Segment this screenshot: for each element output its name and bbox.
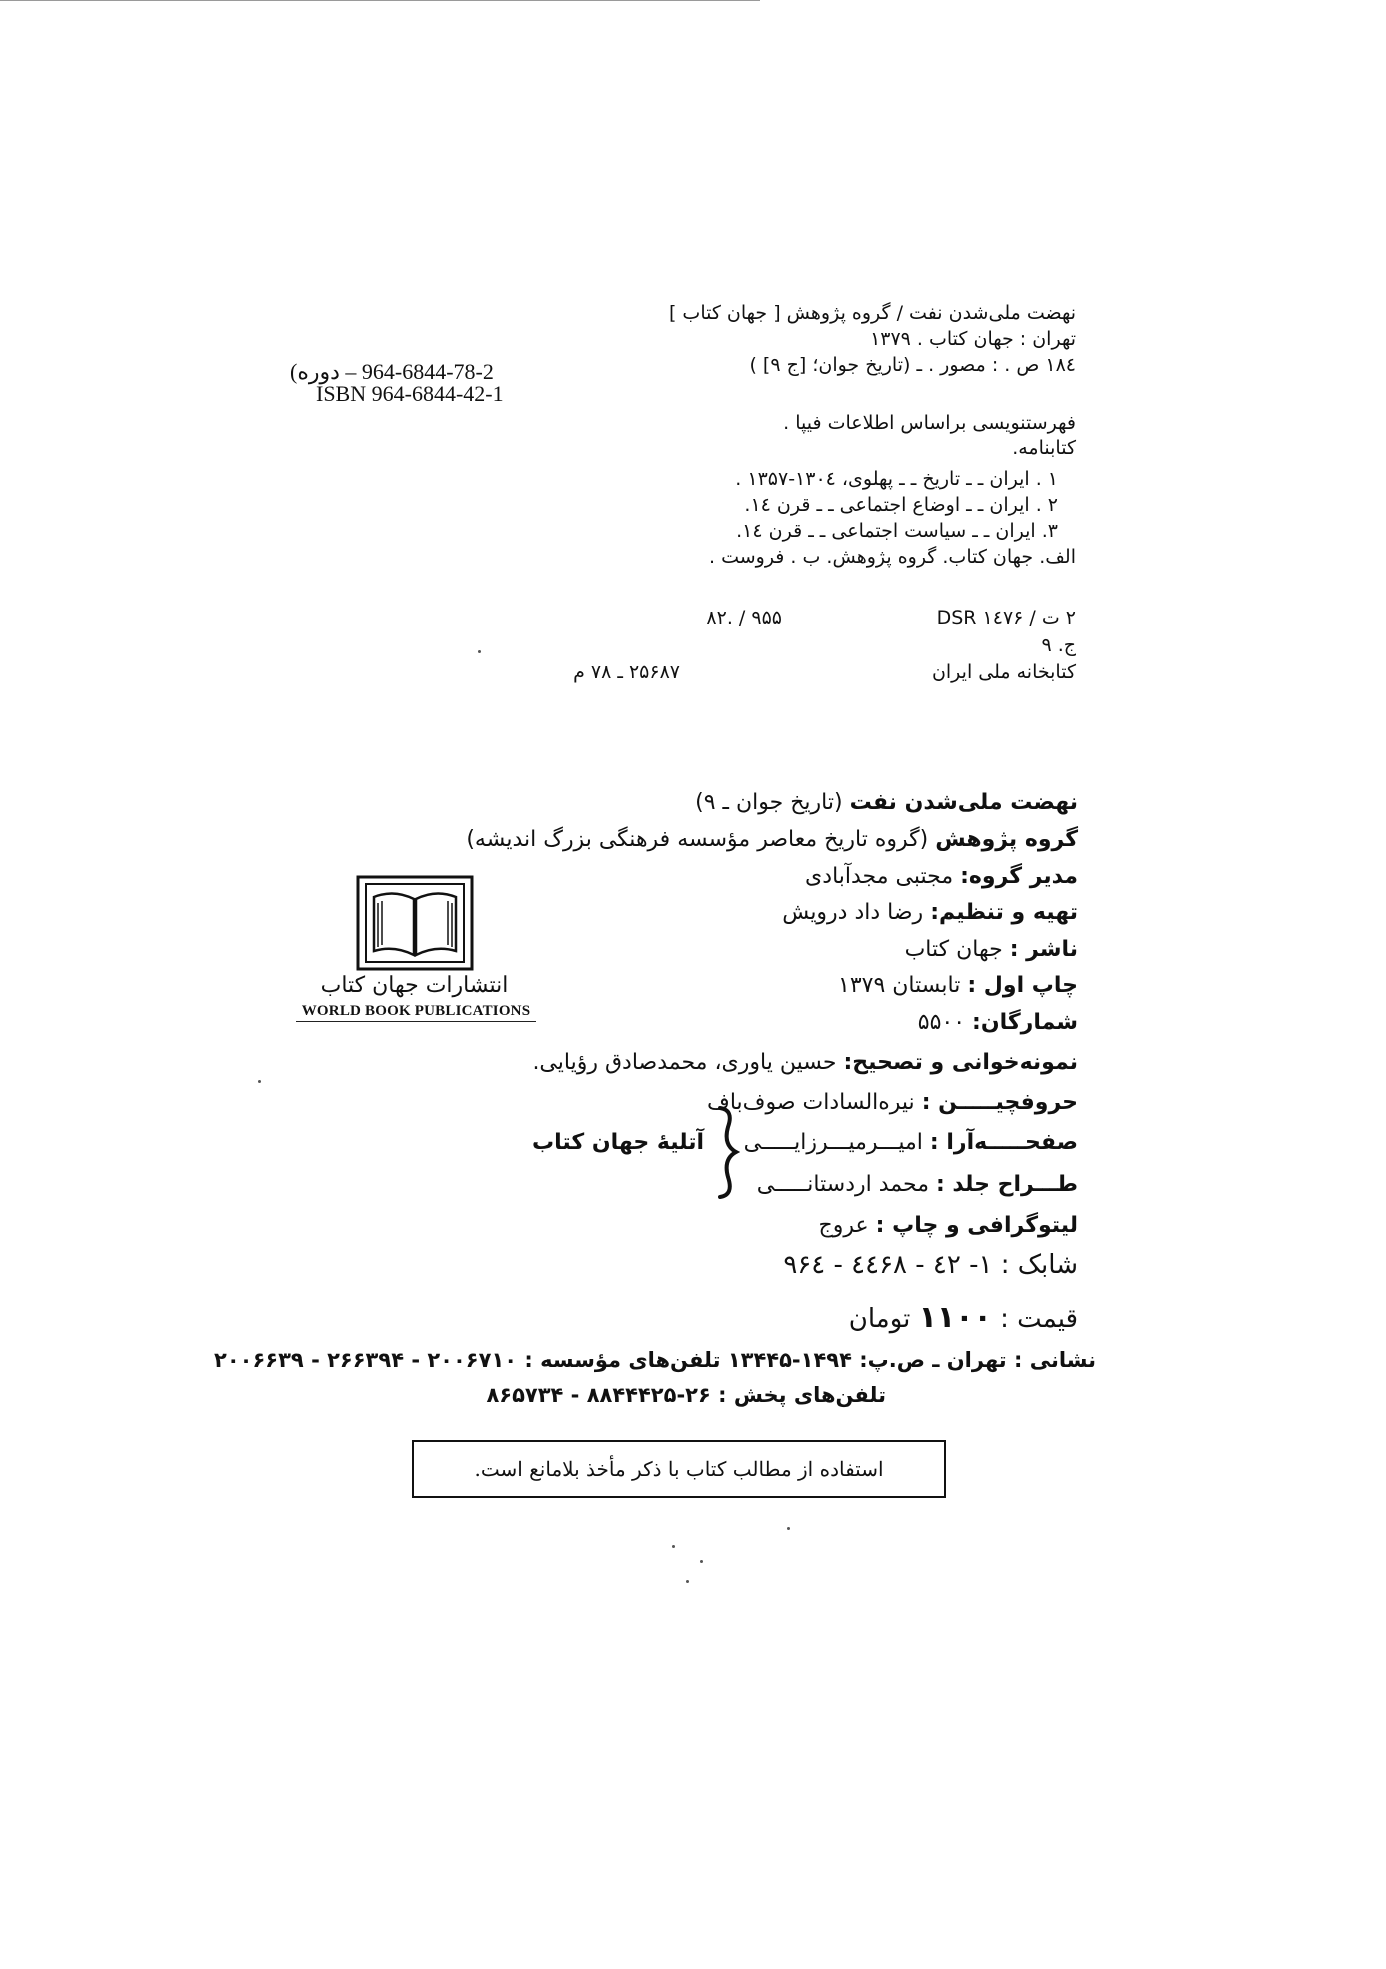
- editor-value: رضا داد درویش: [782, 900, 931, 925]
- logo-english-name: WORLD BOOK PUBLICATIONS: [296, 1003, 536, 1022]
- lithography-value: عروج: [818, 1213, 876, 1238]
- scan-speck: [700, 1560, 703, 1563]
- circulation-label: شمارگان:: [972, 1010, 1078, 1035]
- scan-top-edge: [0, 0, 760, 1]
- typesetter-label: حروفچیـــــن :: [921, 1090, 1078, 1115]
- cip-biblio: کتابنامه.: [1012, 437, 1076, 459]
- research-group-line: [466, 827, 1078, 852]
- price-value: ۱۱۰۰: [918, 1300, 992, 1335]
- classification-dewey: ۹۵۵ / .۸۲: [706, 607, 782, 629]
- proofreading-label: نمونه‌خوانی و تصحیح:: [843, 1050, 1078, 1075]
- cover-designer-value: محمد اردستانـــــی: [756, 1172, 936, 1197]
- editor-line: [782, 900, 1078, 925]
- scan-speck: [672, 1545, 675, 1548]
- layout-value: امیـــرمیـــرزایـــــی: [743, 1130, 930, 1155]
- subject-item: الف. جهان کتاب. گروه پژوهش. ب . فروست .: [708, 546, 1076, 568]
- volume-number: ج. ۹: [1041, 634, 1076, 656]
- publisher-label: ناشر :: [1009, 937, 1078, 962]
- logo-persian-name: انتشارات جهان کتاب: [320, 973, 509, 998]
- publisher-line: [905, 937, 1078, 962]
- national-library: کتابخانه ملی ایران: [931, 661, 1076, 683]
- edition-label: چاپ اول :: [967, 973, 1078, 998]
- layout-label: صفحـــــه‌آرا :: [929, 1130, 1078, 1155]
- library-number: ۲۵۶۸۷ ـ ۷۸ م: [573, 661, 680, 683]
- subject-item: ۳. ایران ـ ـ سیاست اجتماعی ـ ـ قرن ۱٤.: [736, 520, 1058, 542]
- research-group-label: گروه پژوهش: [935, 827, 1078, 852]
- cover-designer-line: [757, 1172, 1078, 1197]
- cover-designer-label: طـــراح جلد :: [935, 1172, 1078, 1197]
- scan-speck: [258, 1080, 261, 1083]
- studio-label: آتلیهٔ جهان کتاب: [532, 1130, 704, 1155]
- proofreading-line: [532, 1050, 1078, 1075]
- lithography-line: [819, 1213, 1078, 1238]
- circulation-value: ۵۵۰۰: [917, 1010, 973, 1035]
- address-line: نشانی : تهران ـ ص.پ: ۱۴۹۴-۱۳۴۴۵ تلفن‌های مؤسسه : ۲۰۰۶۷۱۰ - ۲۶۶۳۹۴ - ۲۰۰۶۶۳۹: [214, 1348, 1096, 1372]
- manager-label: مدیر گروه:: [960, 864, 1078, 889]
- copyright-notice-box: [412, 1440, 946, 1498]
- layout-line: [744, 1130, 1078, 1155]
- book-series: (تاریخ جوان ـ ۹): [695, 790, 850, 815]
- circulation-line: [918, 1010, 1078, 1035]
- cip-line-title: نهضت ملی‌شدن نفت / گروه پژوهش [ جهان کتاب ]: [668, 302, 1076, 324]
- publisher-logo: [292, 875, 537, 1025]
- manager-line: [805, 864, 1078, 889]
- copyright-notice: استفاده از مطالب کتاب با ذکر مأخذ بلامانع است.: [474, 1457, 884, 1481]
- cip-block: [669, 300, 1076, 378]
- typesetter-value: نیره‌السادات صوف‌باف: [707, 1090, 922, 1115]
- subject-item: ۱ . ایران ـ ـ تاریخ ـ ـ پهلوی، ۱۳۰٤-۱۳۵۷ .: [735, 468, 1058, 490]
- price-unit: تومان: [848, 1304, 919, 1334]
- proofreading-value: حسین یاوری، محمدصادق رؤیایی.: [532, 1050, 844, 1075]
- typesetter-line: [707, 1090, 1078, 1115]
- isbn-volume: ISBN 964-6844-42-1: [316, 381, 504, 406]
- cip-note: فهرستنویسی براساس اطلاعات فیپا .: [783, 412, 1076, 434]
- isbn-set: (دوره ‎– 964-6844-78-2: [290, 359, 494, 384]
- cip-line-physical: ۱۸٤ ص . : مصور . ـ (تاریخ جوان؛ [ج ۹] ): [749, 354, 1076, 376]
- isbn-line: شابک : ۱- ٤۲ - ٤٤۶۸ - ۹۶٤: [783, 1250, 1078, 1280]
- scan-speck: [787, 1527, 790, 1530]
- classification-lc: ۲ ت / ۱٤۷۶ DSR: [936, 607, 1076, 629]
- lithography-label: لیتوگرافی و چاپ :: [875, 1213, 1078, 1238]
- editor-label: تهیه و تنظیم:: [930, 900, 1078, 925]
- price-line: [849, 1300, 1078, 1335]
- curly-brace-icon: [712, 1105, 740, 1200]
- price-label: قیمت :: [991, 1304, 1078, 1334]
- research-group-value: (گروه تاریخ معاصر مؤسسه فرهنگی بزرگ اندیشه): [466, 827, 936, 852]
- edition-value: تابستان ۱۳۷۹: [838, 973, 968, 998]
- publisher-value: جهان کتاب: [904, 937, 1010, 962]
- open-book-icon: [356, 875, 474, 971]
- edition-line: [838, 973, 1078, 998]
- cip-subjects: [708, 466, 1076, 570]
- distribution-phones: تلفن‌های پخش : ۲۶-۸۸۴۴۴۲۵ - ۸۶۵۷۳۴: [486, 1383, 886, 1407]
- manager-value: مجتبی مجدآبادی: [805, 864, 961, 889]
- book-title-line: [695, 790, 1078, 815]
- studio-name: [532, 1130, 704, 1155]
- cip-line-imprint: تهران : جهان کتاب . ۱۳۷۹: [870, 328, 1076, 350]
- scan-speck: [478, 650, 481, 653]
- scan-speck: [686, 1580, 689, 1583]
- subject-item: ۲ . ایران ـ ـ اوضاع اجتماعی ـ ـ قرن ۱٤.: [744, 494, 1058, 516]
- book-title: نهضت ملی‌شدن نفت: [849, 790, 1078, 815]
